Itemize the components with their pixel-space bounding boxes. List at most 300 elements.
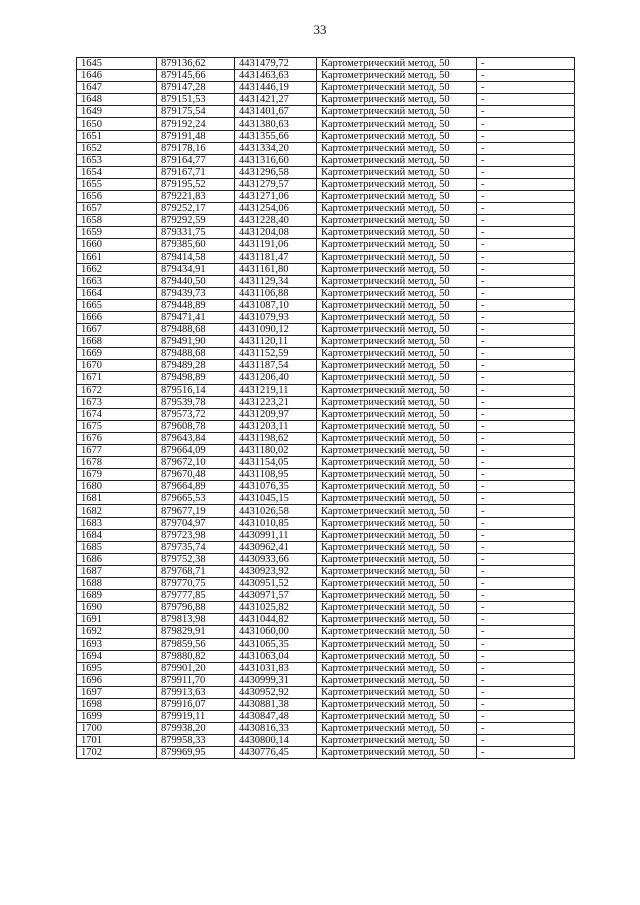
error-cell: -	[477, 178, 575, 190]
y-coordinate-cell: 4431010,85	[235, 517, 317, 529]
y-coordinate-cell: 4431079,93	[235, 311, 317, 323]
method-cell: Картометрический метод, 50	[317, 650, 477, 662]
method-cell: Картометрический метод, 50	[317, 106, 477, 118]
point-number-cell: 1687	[77, 565, 157, 577]
x-coordinate-cell: 879491,90	[157, 336, 235, 348]
y-coordinate-cell: 4431228,40	[235, 215, 317, 227]
table-row	[77, 178, 575, 190]
y-coordinate-cell: 4431254,06	[235, 203, 317, 215]
y-coordinate-cell: 4430991,11	[235, 529, 317, 541]
y-coordinate-cell: 4431296,58	[235, 166, 317, 178]
point-number-cell: 1646	[77, 70, 157, 82]
table-row	[77, 711, 575, 723]
method-cell: Картометрический метод, 50	[317, 408, 477, 420]
x-coordinate-cell: 879471,41	[157, 311, 235, 323]
x-coordinate-cell: 879664,09	[157, 445, 235, 457]
table-row	[77, 287, 575, 299]
method-cell: Картометрический метод, 50	[317, 723, 477, 735]
y-coordinate-cell: 4430881,38	[235, 698, 317, 710]
error-cell: -	[477, 469, 575, 481]
error-cell: -	[477, 408, 575, 420]
method-cell: Картометрический метод, 50	[317, 396, 477, 408]
x-coordinate-cell: 879752,38	[157, 553, 235, 565]
y-coordinate-cell: 4430951,52	[235, 578, 317, 590]
error-cell: -	[477, 735, 575, 747]
error-cell: -	[477, 674, 575, 686]
method-cell: Картометрический метод, 50	[317, 626, 477, 638]
point-number-cell: 1669	[77, 348, 157, 360]
table-row	[77, 674, 575, 686]
point-number-cell: 1699	[77, 711, 157, 723]
error-cell: -	[477, 565, 575, 577]
page-number: 33	[313, 22, 327, 37]
method-cell: Картометрический метод, 50	[317, 94, 477, 106]
table-row	[77, 142, 575, 154]
method-cell: Картометрический метод, 50	[317, 70, 477, 82]
x-coordinate-cell: 879136,62	[157, 58, 235, 70]
x-coordinate-cell: 879938,20	[157, 723, 235, 735]
method-cell: Картометрический метод, 50	[317, 227, 477, 239]
table-row	[77, 215, 575, 227]
point-number-cell: 1680	[77, 481, 157, 493]
error-cell: -	[477, 251, 575, 263]
point-number-cell: 1650	[77, 118, 157, 130]
method-cell: Картометрический метод, 50	[317, 674, 477, 686]
point-number-cell: 1681	[77, 493, 157, 505]
point-number-cell: 1690	[77, 602, 157, 614]
point-number-cell: 1665	[77, 299, 157, 311]
table-row	[77, 372, 575, 384]
point-number-cell: 1676	[77, 432, 157, 444]
y-coordinate-cell: 4431380,63	[235, 118, 317, 130]
y-coordinate-cell: 4431187,54	[235, 360, 317, 372]
point-number-cell: 1691	[77, 614, 157, 626]
point-number-cell: 1656	[77, 191, 157, 203]
point-number-cell: 1686	[77, 553, 157, 565]
x-coordinate-cell: 879911,70	[157, 674, 235, 686]
error-cell: -	[477, 578, 575, 590]
y-coordinate-cell: 4431463,63	[235, 70, 317, 82]
y-coordinate-cell: 4431203,11	[235, 420, 317, 432]
error-cell: -	[477, 360, 575, 372]
error-cell: -	[477, 70, 575, 82]
x-coordinate-cell: 879489,28	[157, 360, 235, 372]
x-coordinate-cell: 879901,20	[157, 662, 235, 674]
coordinates-table	[76, 57, 575, 759]
x-coordinate-cell: 879178,16	[157, 142, 235, 154]
y-coordinate-cell: 4431060,00	[235, 626, 317, 638]
error-cell: -	[477, 311, 575, 323]
error-cell: -	[477, 493, 575, 505]
x-coordinate-cell: 879151,53	[157, 94, 235, 106]
y-coordinate-cell: 4431334,20	[235, 142, 317, 154]
y-coordinate-cell: 4431355,66	[235, 130, 317, 142]
point-number-cell: 1675	[77, 420, 157, 432]
table-row	[77, 275, 575, 287]
point-number-cell: 1694	[77, 650, 157, 662]
table-row	[77, 602, 575, 614]
point-number-cell: 1661	[77, 251, 157, 263]
table-row	[77, 553, 575, 565]
error-cell: -	[477, 432, 575, 444]
point-number-cell: 1678	[77, 457, 157, 469]
x-coordinate-cell: 879385,60	[157, 239, 235, 251]
point-number-cell: 1701	[77, 735, 157, 747]
table-row	[77, 299, 575, 311]
error-cell: -	[477, 166, 575, 178]
table-row	[77, 529, 575, 541]
error-cell: -	[477, 239, 575, 251]
method-cell: Картометрический метод, 50	[317, 299, 477, 311]
y-coordinate-cell: 4431045,15	[235, 493, 317, 505]
table-row	[77, 735, 575, 747]
x-coordinate-cell: 879665,53	[157, 493, 235, 505]
y-coordinate-cell: 4431120,11	[235, 336, 317, 348]
point-number-cell: 1679	[77, 469, 157, 481]
point-number-cell: 1685	[77, 541, 157, 553]
x-coordinate-cell: 879573,72	[157, 408, 235, 420]
method-cell: Картометрический метод, 50	[317, 372, 477, 384]
y-coordinate-cell: 4431152,59	[235, 348, 317, 360]
method-cell: Картометрический метод, 50	[317, 336, 477, 348]
table-row	[77, 360, 575, 372]
table-row	[77, 445, 575, 457]
table-row	[77, 82, 575, 94]
x-coordinate-cell: 879829,91	[157, 626, 235, 638]
error-cell: -	[477, 94, 575, 106]
point-number-cell: 1652	[77, 142, 157, 154]
table-row	[77, 70, 575, 82]
error-cell: -	[477, 420, 575, 432]
method-cell: Картометрический метод, 50	[317, 251, 477, 263]
point-number-cell: 1696	[77, 674, 157, 686]
method-cell: Картометрический метод, 50	[317, 578, 477, 590]
point-number-cell: 1688	[77, 578, 157, 590]
error-cell: -	[477, 396, 575, 408]
method-cell: Картометрический метод, 50	[317, 698, 477, 710]
table-row	[77, 662, 575, 674]
y-coordinate-cell: 4431087,10	[235, 299, 317, 311]
method-cell: Картометрический метод, 50	[317, 142, 477, 154]
point-number-cell: 1672	[77, 384, 157, 396]
y-coordinate-cell: 4431191,06	[235, 239, 317, 251]
x-coordinate-cell: 879175,54	[157, 106, 235, 118]
x-coordinate-cell: 879670,48	[157, 469, 235, 481]
y-coordinate-cell: 4431065,35	[235, 638, 317, 650]
x-coordinate-cell: 879167,71	[157, 166, 235, 178]
table-row	[77, 747, 575, 759]
method-cell: Картометрический метод, 50	[317, 82, 477, 94]
point-number-cell: 1674	[77, 408, 157, 420]
method-cell: Картометрический метод, 50	[317, 445, 477, 457]
error-cell: -	[477, 590, 575, 602]
error-cell: -	[477, 191, 575, 203]
y-coordinate-cell: 4431209,97	[235, 408, 317, 420]
table-row	[77, 578, 575, 590]
table-row	[77, 336, 575, 348]
y-coordinate-cell: 4431180,02	[235, 445, 317, 457]
point-number-cell: 1695	[77, 662, 157, 674]
x-coordinate-cell: 879770,75	[157, 578, 235, 590]
table-row	[77, 166, 575, 178]
error-cell: -	[477, 58, 575, 70]
error-cell: -	[477, 203, 575, 215]
error-cell: -	[477, 686, 575, 698]
point-number-cell: 1700	[77, 723, 157, 735]
point-number-cell: 1702	[77, 747, 157, 759]
table-row	[77, 251, 575, 263]
table-row	[77, 517, 575, 529]
point-number-cell: 1683	[77, 517, 157, 529]
error-cell: -	[477, 384, 575, 396]
x-coordinate-cell: 879859,56	[157, 638, 235, 650]
table-row	[77, 650, 575, 662]
y-coordinate-cell: 4431401,67	[235, 106, 317, 118]
point-number-cell: 1654	[77, 166, 157, 178]
point-number-cell: 1693	[77, 638, 157, 650]
x-coordinate-cell: 879608,78	[157, 420, 235, 432]
x-coordinate-cell: 879735,74	[157, 541, 235, 553]
point-number-cell: 1697	[77, 686, 157, 698]
x-coordinate-cell: 879919,11	[157, 711, 235, 723]
x-coordinate-cell: 879958,33	[157, 735, 235, 747]
method-cell: Картометрический метод, 50	[317, 118, 477, 130]
table-row	[77, 698, 575, 710]
method-cell: Картометрический метод, 50	[317, 553, 477, 565]
point-number-cell: 1653	[77, 154, 157, 166]
method-cell: Картометрический метод, 50	[317, 130, 477, 142]
method-cell: Картометрический метод, 50	[317, 711, 477, 723]
method-cell: Картометрический метод, 50	[317, 541, 477, 553]
table-row	[77, 723, 575, 735]
method-cell: Картометрический метод, 50	[317, 239, 477, 251]
method-cell: Картометрический метод, 50	[317, 493, 477, 505]
error-cell: -	[477, 372, 575, 384]
error-cell: -	[477, 505, 575, 517]
table-row	[77, 348, 575, 360]
method-cell: Картометрический метод, 50	[317, 58, 477, 70]
x-coordinate-cell: 879439,73	[157, 287, 235, 299]
y-coordinate-cell: 4431044,82	[235, 614, 317, 626]
table-row	[77, 118, 575, 130]
x-coordinate-cell: 879331,75	[157, 227, 235, 239]
y-coordinate-cell: 4431446,19	[235, 82, 317, 94]
table-row	[77, 590, 575, 602]
method-cell: Картометрический метод, 50	[317, 178, 477, 190]
table-row	[77, 263, 575, 275]
point-number-cell: 1658	[77, 215, 157, 227]
error-cell: -	[477, 711, 575, 723]
y-coordinate-cell: 4430923,92	[235, 565, 317, 577]
x-coordinate-cell: 879252,17	[157, 203, 235, 215]
error-cell: -	[477, 457, 575, 469]
table-row	[77, 493, 575, 505]
method-cell: Картометрический метод, 50	[317, 384, 477, 396]
point-number-cell: 1651	[77, 130, 157, 142]
x-coordinate-cell: 879434,91	[157, 263, 235, 275]
x-coordinate-cell: 879498,89	[157, 372, 235, 384]
table-row	[77, 457, 575, 469]
x-coordinate-cell: 879777,85	[157, 590, 235, 602]
table-row	[77, 94, 575, 106]
point-number-cell: 1677	[77, 445, 157, 457]
method-cell: Картометрический метод, 50	[317, 590, 477, 602]
method-cell: Картометрический метод, 50	[317, 517, 477, 529]
y-coordinate-cell: 4431279,57	[235, 178, 317, 190]
error-cell: -	[477, 142, 575, 154]
y-coordinate-cell: 4431076,35	[235, 481, 317, 493]
y-coordinate-cell: 4430816,33	[235, 723, 317, 735]
x-coordinate-cell: 879916,07	[157, 698, 235, 710]
error-cell: -	[477, 662, 575, 674]
error-cell: -	[477, 215, 575, 227]
method-cell: Картометрический метод, 50	[317, 154, 477, 166]
x-coordinate-cell: 879195,52	[157, 178, 235, 190]
point-number-cell: 1666	[77, 311, 157, 323]
method-cell: Картометрический метод, 50	[317, 565, 477, 577]
y-coordinate-cell: 4431223,21	[235, 396, 317, 408]
x-coordinate-cell: 879880,82	[157, 650, 235, 662]
error-cell: -	[477, 529, 575, 541]
point-number-cell: 1660	[77, 239, 157, 251]
error-cell: -	[477, 602, 575, 614]
method-cell: Картометрический метод, 50	[317, 432, 477, 444]
y-coordinate-cell: 4431090,12	[235, 324, 317, 336]
y-coordinate-cell: 4431421,27	[235, 94, 317, 106]
y-coordinate-cell: 4431161,80	[235, 263, 317, 275]
table-row	[77, 227, 575, 239]
method-cell: Картометрический метод, 50	[317, 505, 477, 517]
error-cell: -	[477, 517, 575, 529]
x-coordinate-cell: 879488,68	[157, 348, 235, 360]
error-cell: -	[477, 626, 575, 638]
x-coordinate-cell: 879192,24	[157, 118, 235, 130]
error-cell: -	[477, 324, 575, 336]
x-coordinate-cell: 879643,84	[157, 432, 235, 444]
x-coordinate-cell: 879913,63	[157, 686, 235, 698]
method-cell: Картометрический метод, 50	[317, 311, 477, 323]
y-coordinate-cell: 4430971,57	[235, 590, 317, 602]
x-coordinate-cell: 879488,68	[157, 324, 235, 336]
method-cell: Картометрический метод, 50	[317, 420, 477, 432]
method-cell: Картометрический метод, 50	[317, 360, 477, 372]
method-cell: Картометрический метод, 50	[317, 662, 477, 674]
table-row	[77, 505, 575, 517]
y-coordinate-cell: 4431154,05	[235, 457, 317, 469]
table-row	[77, 130, 575, 142]
table-row	[77, 638, 575, 650]
y-coordinate-cell: 4430933,66	[235, 553, 317, 565]
point-number-cell: 1664	[77, 287, 157, 299]
method-cell: Картометрический метод, 50	[317, 469, 477, 481]
x-coordinate-cell: 879448,89	[157, 299, 235, 311]
point-number-cell: 1671	[77, 372, 157, 384]
point-number-cell: 1670	[77, 360, 157, 372]
error-cell: -	[477, 130, 575, 142]
point-number-cell: 1647	[77, 82, 157, 94]
error-cell: -	[477, 445, 575, 457]
table-row	[77, 106, 575, 118]
point-number-cell: 1684	[77, 529, 157, 541]
x-coordinate-cell: 879768,71	[157, 565, 235, 577]
y-coordinate-cell: 4430800,14	[235, 735, 317, 747]
error-cell: -	[477, 287, 575, 299]
x-coordinate-cell: 879191,48	[157, 130, 235, 142]
y-coordinate-cell: 4430776,45	[235, 747, 317, 759]
x-coordinate-cell: 879664,89	[157, 481, 235, 493]
method-cell: Картометрический метод, 50	[317, 287, 477, 299]
method-cell: Картометрический метод, 50	[317, 203, 477, 215]
table-row	[77, 191, 575, 203]
method-cell: Картометрический метод, 50	[317, 686, 477, 698]
error-cell: -	[477, 723, 575, 735]
table-row	[77, 432, 575, 444]
x-coordinate-cell: 879147,28	[157, 82, 235, 94]
x-coordinate-cell: 879516,14	[157, 384, 235, 396]
method-cell: Картометрический метод, 50	[317, 348, 477, 360]
table-row	[77, 203, 575, 215]
error-cell: -	[477, 650, 575, 662]
point-number-cell: 1692	[77, 626, 157, 638]
table-row	[77, 541, 575, 553]
method-cell: Картометрический метод, 50	[317, 275, 477, 287]
y-coordinate-cell: 4430962,41	[235, 541, 317, 553]
table-row	[77, 154, 575, 166]
y-coordinate-cell: 4431026,58	[235, 505, 317, 517]
x-coordinate-cell: 879292,59	[157, 215, 235, 227]
point-number-cell: 1662	[77, 263, 157, 275]
method-cell: Картометрический метод, 50	[317, 747, 477, 759]
point-number-cell: 1663	[77, 275, 157, 287]
table-row	[77, 626, 575, 638]
y-coordinate-cell: 4431108,95	[235, 469, 317, 481]
x-coordinate-cell: 879813,98	[157, 614, 235, 626]
error-cell: -	[477, 263, 575, 275]
method-cell: Картометрический метод, 50	[317, 529, 477, 541]
method-cell: Картометрический метод, 50	[317, 602, 477, 614]
point-number-cell: 1648	[77, 94, 157, 106]
error-cell: -	[477, 638, 575, 650]
error-cell: -	[477, 154, 575, 166]
table-row	[77, 686, 575, 698]
y-coordinate-cell: 4431316,60	[235, 154, 317, 166]
table-row	[77, 324, 575, 336]
error-cell: -	[477, 275, 575, 287]
error-cell: -	[477, 481, 575, 493]
method-cell: Картометрический метод, 50	[317, 638, 477, 650]
point-number-cell: 1655	[77, 178, 157, 190]
y-coordinate-cell: 4431025,82	[235, 602, 317, 614]
error-cell: -	[477, 227, 575, 239]
table-row	[77, 469, 575, 481]
y-coordinate-cell: 4431129,34	[235, 275, 317, 287]
error-cell: -	[477, 106, 575, 118]
point-number-cell: 1659	[77, 227, 157, 239]
table-row	[77, 58, 575, 70]
table-row	[77, 481, 575, 493]
error-cell: -	[477, 336, 575, 348]
error-cell: -	[477, 553, 575, 565]
x-coordinate-cell: 879164,77	[157, 154, 235, 166]
method-cell: Картометрический метод, 50	[317, 215, 477, 227]
error-cell: -	[477, 299, 575, 311]
x-coordinate-cell: 879145,66	[157, 70, 235, 82]
method-cell: Картометрический метод, 50	[317, 324, 477, 336]
x-coordinate-cell: 879796,88	[157, 602, 235, 614]
y-coordinate-cell: 4431031,83	[235, 662, 317, 674]
y-coordinate-cell: 4431206,40	[235, 372, 317, 384]
x-coordinate-cell: 879723,98	[157, 529, 235, 541]
